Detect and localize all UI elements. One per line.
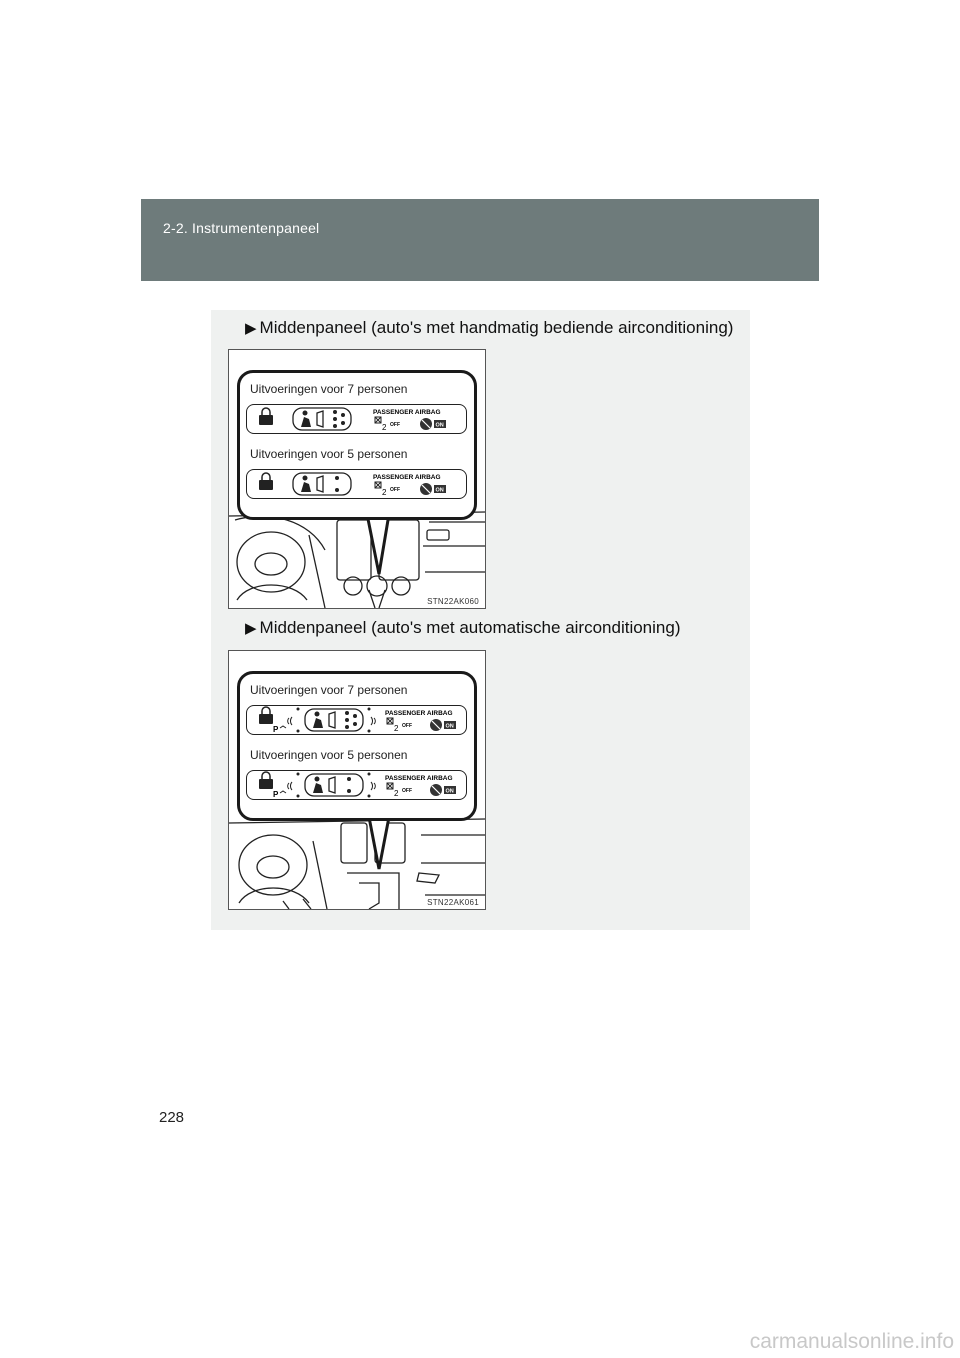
indicator-strip-5-seats <box>246 469 467 499</box>
svg-text:2: 2 <box>394 724 399 733</box>
door-lock-icon <box>259 707 273 724</box>
door-lock-icon <box>259 408 273 425</box>
door-lock-icon <box>259 473 273 490</box>
airbag-off-icon <box>387 783 412 798</box>
section-title: 2-2. Instrumentenpaneel <box>163 220 320 236</box>
indicator-strip-7-seats <box>246 404 467 434</box>
airbag-off-icon <box>375 417 400 432</box>
airbag-on-icon <box>430 784 456 796</box>
passenger-airbag-label: PASSENGER AIRBAG <box>373 474 441 481</box>
indicator-strip-5-seats <box>246 770 467 800</box>
airbag-on-icon <box>420 483 446 495</box>
indicator-strip-7-seats <box>246 705 467 735</box>
svg-text:2: 2 <box>394 789 399 798</box>
svg-text:OFF: OFF <box>390 422 400 428</box>
passenger-airbag-label: PASSENGER AIRBAG <box>385 775 453 782</box>
figure-caption-1: ▶ Middenpaneel (auto's met handmatig bediende airconditioning) <box>245 318 734 337</box>
figure-code: STN22AK060 <box>427 597 479 606</box>
figure-manual-ac <box>228 349 486 609</box>
passenger-airbag-label: PASSENGER AIRBAG <box>385 710 453 717</box>
header-band <box>141 199 819 281</box>
seatbelt-reminder-icon <box>301 411 311 428</box>
variant-label-5-seats: Uitvoeringen voor 5 personen <box>250 748 408 762</box>
airbag-on-icon <box>430 719 456 731</box>
airbag-off-icon <box>375 482 400 497</box>
callout-bubble <box>237 370 477 520</box>
parking-sensor-icon <box>273 708 300 735</box>
figure-code: STN22AK061 <box>427 898 479 907</box>
callout-bubble <box>237 671 477 821</box>
svg-text:2: 2 <box>382 423 387 432</box>
seatbelt-reminder-icon <box>301 476 311 493</box>
bullet-arrow-icon: ▶ <box>245 320 257 337</box>
svg-text:ON: ON <box>445 723 454 730</box>
figure-caption-2: ▶ Middenpaneel (auto's met automatische airconditioning) <box>245 618 681 637</box>
variant-label-5-seats: Uitvoeringen voor 5 personen <box>250 447 408 461</box>
content-box <box>211 310 750 930</box>
variant-label-7-seats: Uitvoeringen voor 7 personen <box>250 382 408 396</box>
passenger-airbag-label: PASSENGER AIRBAG <box>373 409 441 416</box>
svg-text:OFF: OFF <box>390 487 400 493</box>
parking-sensor-icon <box>273 773 300 800</box>
figure-automatic-ac <box>228 650 486 910</box>
svg-text:OFF: OFF <box>402 723 412 729</box>
svg-text:ON: ON <box>435 422 444 429</box>
door-lock-icon <box>259 772 273 789</box>
svg-text:OFF: OFF <box>402 788 412 794</box>
variant-label-7-seats: Uitvoeringen voor 7 personen <box>250 683 408 697</box>
svg-text:2: 2 <box>382 488 387 497</box>
bullet-arrow-icon: ▶ <box>245 620 257 637</box>
page-number: 228 <box>159 1109 185 1126</box>
airbag-off-icon <box>387 718 412 733</box>
svg-text:ON: ON <box>435 487 444 494</box>
svg-text:ON: ON <box>445 788 454 795</box>
seatbelt-reminder-icon <box>313 777 323 794</box>
footer-watermark[interactable]: carmanualsonline.info <box>749 1330 954 1353</box>
svg-text:P: P <box>273 725 279 734</box>
svg-text:P: P <box>273 790 279 799</box>
seatbelt-reminder-icon <box>313 712 323 729</box>
airbag-on-icon <box>420 418 446 430</box>
